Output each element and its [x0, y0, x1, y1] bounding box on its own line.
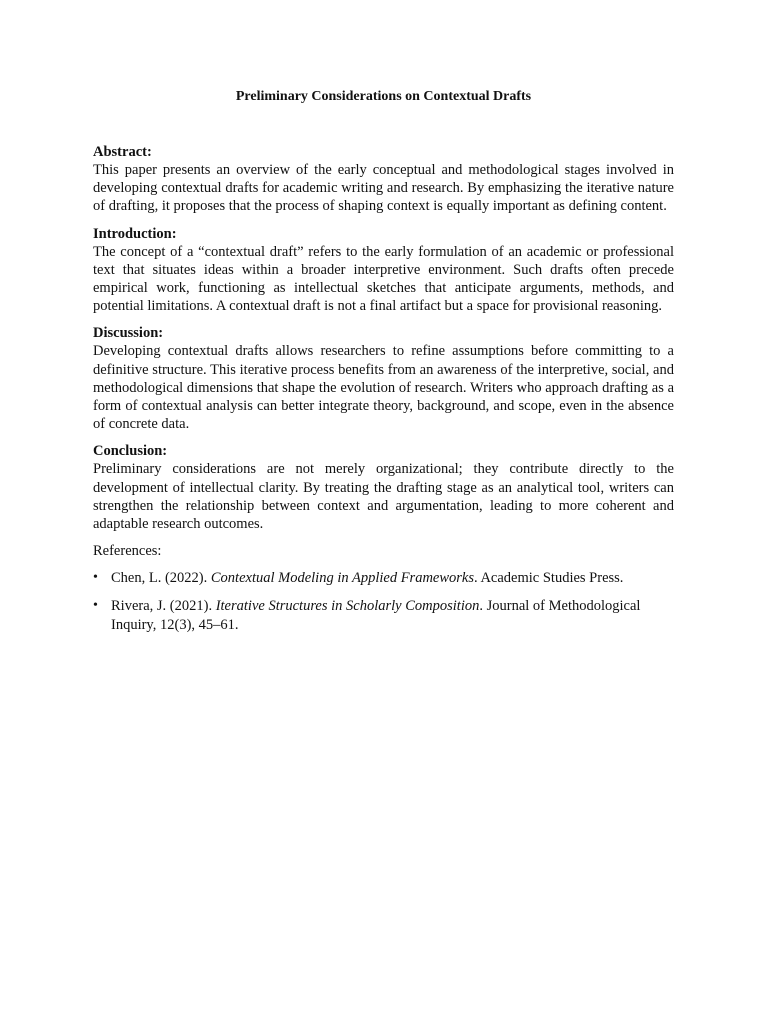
abstract-body: This paper presents an overview of the early conceptual and methodological stages involved in developing contextual drafts for academic writing and research. By emphasizing the iterative nature of drafting, it proposes that the process of shaping context is equally important as defining content.: [93, 162, 674, 215]
references-label: References:: [93, 543, 162, 560]
abstract-heading: Abstract:: [93, 144, 152, 160]
bullet-icon: •: [93, 570, 98, 586]
reference-title: Iterative Structures in Scholarly Composition: [215, 598, 480, 615]
discussion-section: [93, 324, 674, 433]
document-page: [93, 88, 674, 644]
reference-publisher: . Journal of Methodological Inquiry, 12(3), 45–61.: [111, 598, 641, 633]
introduction-body: The concept of a “contextual draft” refers to the early formulation of an academic or professional text that situates ideas within a broader interpretive environment. Such drafts often precede empirical work, functioning as intellectual sketches that anticipate arguments, methods, and potential limitations. A contextual draft is not a final artifact but a space for provisional reasoning.: [93, 243, 674, 315]
introduction-heading: Introduction:: [93, 225, 177, 242]
references-list: [93, 569, 674, 634]
reference-publisher: . Academic Studies Press.: [474, 570, 624, 587]
reference-author-year: Chen, L. (2022).: [111, 570, 211, 587]
reference-author-year: Rivera, J. (2021).: [111, 598, 216, 615]
discussion-heading: Discussion:: [93, 325, 164, 342]
conclusion-section: [93, 442, 674, 533]
reference-item: [93, 597, 674, 633]
paper-title: Preliminary Considerations on Contextual Drafts: [235, 89, 532, 104]
conclusion-body: Preliminary considerations are not merely organizational; they contribute directly to the development of intellectual clarity. By treating the drafting stage as an analytical tool, writers can strengthen the relationship between context and argumentation, leading to more coherent and adaptable research outcomes.: [93, 461, 674, 533]
conclusion-heading: Conclusion:: [93, 443, 168, 460]
reference-title: Contextual Modeling in Applied Frameworks: [210, 570, 474, 587]
reference-item: [93, 569, 674, 587]
bullet-icon: •: [93, 598, 98, 614]
abstract-section: [93, 143, 674, 216]
introduction-section: [93, 225, 674, 316]
discussion-body: Developing contextual drafts allows researchers to refine assumptions before committing to a definitive structure. This iterative process benefits from an awareness of the interpretive, social, and methodological dimensions that shape the evolution of research. Writers who approach drafting as a form of contextual analysis can better integrate theory, background, and scope, even in the absence of concrete data.: [93, 343, 674, 433]
